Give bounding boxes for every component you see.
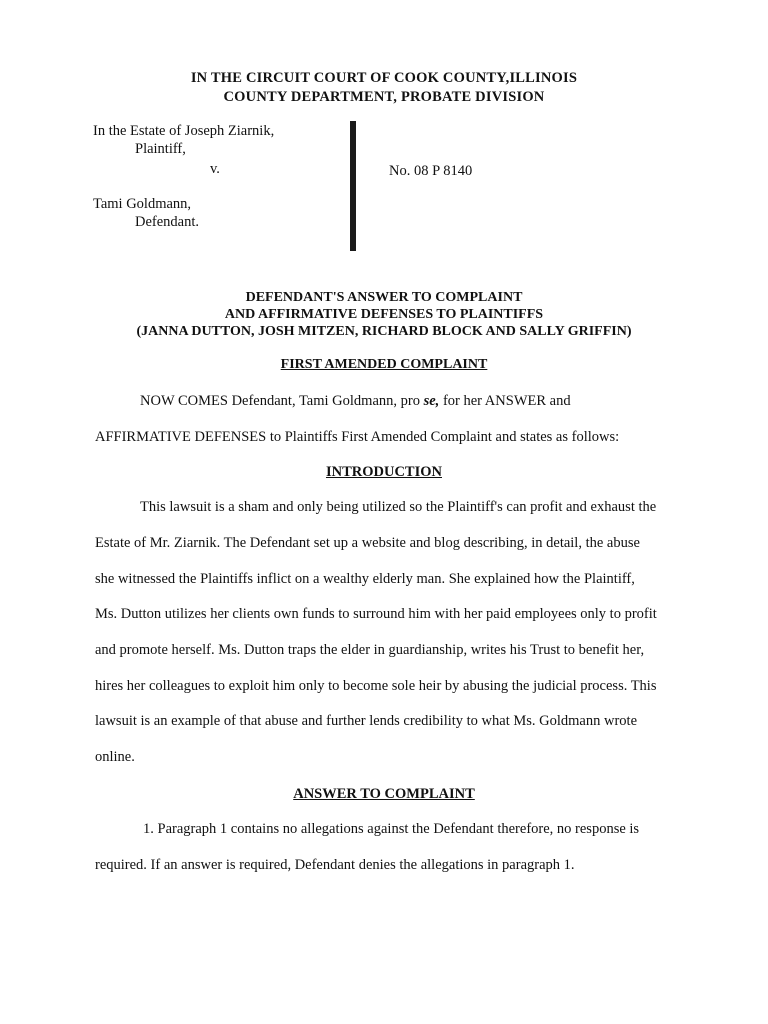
intro-line: online. <box>95 749 135 765</box>
opening-text-a: NOW COMES Defendant, Tami Goldmann, pro <box>140 393 424 409</box>
intro-line: hires her colleagues to exploit him only to become sole heir by abusing the judicial process. This <box>95 678 657 694</box>
caption-divider <box>350 121 356 251</box>
document-subtitle: FIRST AMENDED COMPLAINT <box>280 357 488 372</box>
case-number: No. 08 P 8140 <box>389 163 473 179</box>
court-division: COUNTY DEPARTMENT, PROBATE DIVISION <box>223 89 545 105</box>
plaintiff-name: In the Estate of Joseph Ziarnik, <box>93 123 275 139</box>
document-title-line-3: (JANNA DUTTON, JOSH MITZEN, RICHARD BLOCK AND SALLY GRIFFIN) <box>136 324 632 339</box>
opening-text-c: for her ANSWER and <box>439 393 571 409</box>
answer-line: required. If an answer is required, Defendant denies the allegations in paragraph 1. <box>95 857 575 873</box>
opening-text-se: se, <box>423 393 440 409</box>
document-title-line-2: AND AFFIRMATIVE DEFENSES TO PLAINTIFFS <box>224 307 544 322</box>
introduction-heading: INTRODUCTION <box>325 464 442 480</box>
court-name: IN THE CIRCUIT COURT OF COOK COUNTY,ILLINOIS <box>190 70 578 86</box>
intro-line: Estate of Mr. Ziarnik. The Defendant set up a website and blog describing, in detail, the abuse <box>95 535 640 551</box>
defendant-name: Tami Goldmann, <box>93 196 192 212</box>
opening-line-1 <box>140 393 571 410</box>
intro-line: and promote herself. Ms. Dutton traps the elder in guardianship, writes his Trust to benefit her, <box>95 642 645 658</box>
intro-line: lawsuit is an example of that abuse and further lends credibility to what Ms. Goldmann wrote <box>95 713 638 729</box>
answer-line: 1. Paragraph 1 contains no allegations against the Defendant therefore, no response is <box>143 821 640 837</box>
intro-line: she witnessed the Plaintiffs inflict on a wealthy elderly man. She explained how the Plaintiff, <box>95 571 635 587</box>
answer-heading: ANSWER TO COMPLAINT <box>293 786 475 802</box>
opening-line-2: AFFIRMATIVE DEFENSES to Plaintiffs First Amended Complaint and states as follows: <box>95 429 620 445</box>
defendant-role: Defendant. <box>135 214 200 230</box>
intro-line: This lawsuit is a sham and only being utilized so the Plaintiff's can profit and exhaust the <box>140 499 657 515</box>
document-title-line-1: DEFENDANT'S ANSWER TO COMPLAINT <box>245 290 523 305</box>
versus: v. <box>210 161 220 177</box>
intro-line: Ms. Dutton utilizes her clients own funds to surround him with her paid employees only to profit <box>95 606 657 622</box>
plaintiff-role: Plaintiff, <box>135 141 186 157</box>
